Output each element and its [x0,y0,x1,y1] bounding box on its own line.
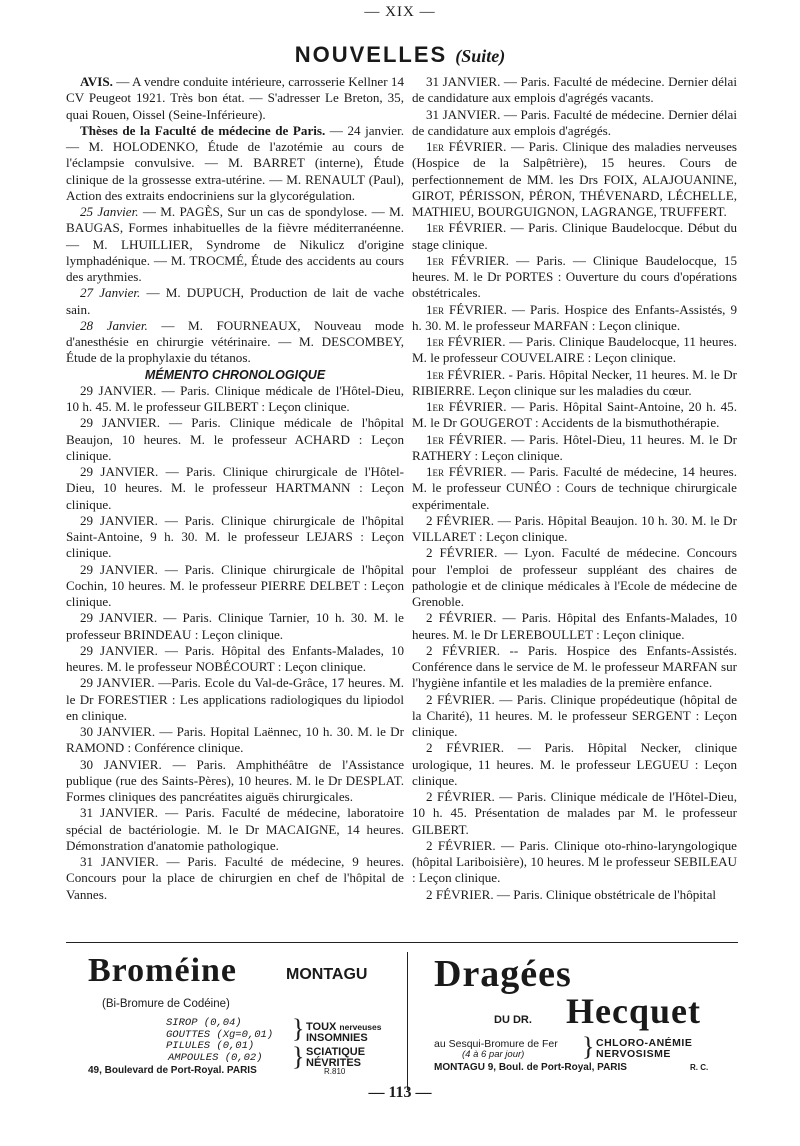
notice-entry [412,545,737,610]
notice-entry [66,643,404,676]
notice-entry [66,123,404,204]
entry-text: — Paris. Hopital Laënnec, 10 h. 30. M. le Dr RAMOND : Conférence clinique. [66,724,404,756]
page-number: — 113 — [368,1084,432,1101]
entry-text: — Paris. Faculté de médecine. Dernier délai de candidature aux emplois d'agrégés vacants. [412,74,738,106]
notice-entry [412,302,737,335]
entry-text: — Paris. Clinique obstétricale de l'hôpital [493,886,717,902]
notice-entry [66,610,404,643]
notice-entry [66,383,404,416]
ad-du-dr: DU DR. [494,1014,532,1026]
entry-lead: 1er FÉVRIER. [426,252,509,268]
ad-code: R.810 [324,1067,346,1076]
ad-indication-2: SCIATIQUE NÉVRITES [306,1046,366,1069]
entry-lead: 1er FÉVRIER. [426,334,506,349]
entry-text: — Paris. Amphithéâtre de l'Assistance publique (rue des Saints-Pères), 10 heures. M. le Dr DESPLAT. Formes cliniques des pancréatites aiguës chirurgicales. [66,756,405,804]
right-column [412,74,737,903]
entry-text: — Paris. Clinique Tarnier, 10 h. 30. M. le professeur BRINDEAU : Leçon clinique. [66,610,404,642]
notice-entry [66,318,404,367]
entry-lead: 28 Janvier. [80,317,148,333]
entry-text: —Paris. Ecole du Val-de-Grâce, 17 heures. M. le Dr FORESTIER : Les applications radiologiques du lipiodol en clinique. [66,675,404,723]
entry-text: — Paris. Hospice des Enfants-Assistés, 9 h. 30. M. le professeur MARFAN : Leçon clinique. [412,301,737,333]
entry-text: — M. FOURNEAUX, Nouveau mode d'anesthésie en chirurgie vétérinaire. — M. DESCOMBEY, Étude de la prophylaxie du tétanos. [66,317,404,366]
entry-lead: 2 FÉVRIER. [426,610,497,626]
section-title [0,42,800,68]
notice-entry [412,838,737,887]
entry-lead: 30 JANVIER. [80,756,162,772]
entry-text: — Paris. Clinique médicale de l'hôpital Beaujon, 10 heures. M. le professeur ACHARD : Leçon clinique. [66,415,404,463]
title-main: NOUVELLES [294,42,448,67]
notice-entry [412,887,737,903]
ad-address: MONTAGU 9, Boul. de Port-Royal, PARIS [434,1062,627,1073]
notice-entry [412,789,737,838]
notice-entry [412,643,737,692]
entry-lead: 2 FÉVRIER. [426,545,498,561]
notice-entry [412,464,737,513]
entry-text: — Paris. Faculté de médecine, 14 heures. M. le professeur CUNÉO : Cours de technique chirurgicale expérimentale. [412,464,737,512]
ad-form-item: SIROP (0,04) [166,1017,242,1029]
entry-lead: 31 JANVIER. [426,106,501,122]
entry-text: — 24 janvier. — M. HOLODENKO, Étude de l'azotémie au cours de l'éclampsie convulsive. — M. BARRET (interne), Étude clinique de la grossesse extra-utérine. — M. RENAULT (Paul), Action des extraits endocriniens sur la glycorégulation. [66,122,404,203]
entry-text: — Paris. Clinique Baudelocque. Début du stage clinique. [412,220,738,252]
entry-lead: 1er FÉVRIER. [426,220,507,236]
entry-lead: 29 JANVIER. [80,512,158,528]
title-suite: (Suite) [455,46,506,66]
entry-lead: 29 JANVIER. [80,675,155,691]
entry-text: -- Paris. Hospice des Enfants-Assistés. Conférence dans le service de M. le professeur MARFAN sur l'hygiène infantile et les maladies de la première enfance. [412,642,737,691]
notice-entry [412,399,737,432]
notice-entry [66,285,404,318]
notice-entry [66,805,404,854]
ad-subtitle: au Sesqui-Bromure de Fer [434,1038,558,1050]
entry-text: — A vendre conduite intérieure, carrosserie Kellner 14 CV Peugeot 1921. Très bon état. — S'adresser Le Breton, 35, quai Rouen, Oissel (Seine-Inférieure). [66,74,404,122]
ad-dose: (4 à 6 par jour) [462,1049,525,1060]
entry-lead: 29 JANVIER. [80,382,157,398]
notice-entry [412,139,737,220]
notice-entry [412,610,737,643]
entry-lead: 1er FÉVRIER. [426,464,507,479]
entry-text: — Paris. Clinique propédeutique (hôpital de la Charité), 11 heures. M. le professeur SERGENT : Leçon clinique. [412,691,738,739]
notice-entry [412,107,737,140]
entry-lead: 29 JANVIER. [80,415,160,431]
notice-entry [412,253,737,302]
advertisement-dragees [420,952,738,1082]
notice-entry [412,692,737,741]
entry-lead: 29 JANVIER. [80,561,158,577]
entry-lead: 29 JANVIER. [80,642,158,658]
entry-lead: 2 FÉVRIER. [426,740,505,756]
entry-lead: 29 JANVIER. [80,464,159,479]
ad-brand-montagu: MONTAGU [286,966,368,983]
notice-entry [66,464,404,513]
entry-text: — Paris. — Clinique Baudelocque, 15 heures. M. le Dr PORTES : Ouverture du cours d'opérations obstétricales. [412,252,738,301]
entry-lead: 27 Janvier. [80,285,141,301]
ad-subtitle: (Bi-Bromure de Codéine) [102,998,230,1010]
notice-entry [66,74,404,123]
notice-entry [412,74,737,107]
entry-lead: 1er FÉVRIER. [426,399,507,414]
entry-lead: 2 FÉVRIER. [426,512,495,528]
entry-text: — Paris. Faculté de médecine, laboratoire spécial de bactériologie. M. le Dr MACAIGNE, 14 heures. Démonstration d'anatomie pathologique. [66,805,404,853]
ad-brand-bromeine: Broméine [88,952,238,989]
entry-text: — Paris. Faculté de médecine, 9 heures. Concours pour la place de chirurgien en chef de l'hôpital de Vannes. [66,854,404,902]
entry-text: — Paris. Hôpital des Enfants-Malades, 10 heures. M. le professeur NOBÉCOURT : Leçon clinique. [66,642,404,674]
entry-lead: 2 FÉVRIER. [426,837,496,853]
horizontal-divider [66,942,738,943]
left-column [66,74,404,903]
ad-brand-dragees: Dragées [434,953,572,995]
notice-entry [66,204,404,285]
section-heading: MÉMENTO CHRONOLOGIQUE [144,367,326,382]
notice-entry [412,334,737,367]
entry-text: — Paris. Hôpital Beaujon. 10 h. 30. M. le Dr VILLARET : Leçon clinique. [412,512,738,544]
brace-glyph: } [582,1032,595,1061]
brace-glyph: } [292,1014,305,1043]
entry-text: — Paris. Clinique Baudelocque, 11 heures. M. le professeur COUVELAIRE : Leçon clinique. [412,334,738,366]
entry-text: — Paris. Clinique médicale de l'Hôtel-Dieu, 10 h. 45. Présentation de malades par M. le professeur GILBERT. [412,789,737,837]
roman-numeral-header: — XIX — [364,4,436,20]
ad-form-item: GOUTTES (Xg=0,01) [166,1028,274,1041]
entry-text: — Paris. Hôtel-Dieu, 11 heures. M. le Dr RATHERY : Leçon clinique. [412,431,738,463]
entry-lead: 30 JANVIER. [80,724,156,739]
notice-entry [66,513,404,562]
notice-entry [412,513,737,546]
ad-brand-hecquet: Hecquet [566,991,701,1031]
entry-text: — Paris. Clinique des maladies nerveuses (Hospice de la Salpêtrière), 15 heures. Cours de perfectionnement de MM. les Drs FOIX, ALAJOUANINE, GIROT, PÉRISSON, PÉRON, THÉVENARD, LÉCHELLE, MATHIEU, BOURGUIGNON, LAGRANGE, TRUFFERT. [412,139,737,219]
vertical-divider [407,952,408,1090]
entry-lead: 2 FÉVRIER. [426,691,495,707]
entry-lead: 2 FÉVRIER. [426,642,500,658]
notice-entry [412,432,737,465]
entry-lead: 1er FÉVRIER. [426,301,507,317]
ad-form-item: PILULES (0,01) [166,1040,255,1052]
brace-glyph: } [292,1042,305,1071]
entry-text: — Lyon. Faculté de médecine. Concours pour l'emploi de professeur suppléant des chaires de pathologie et de clinique médicales à l'Ecole de médecine de Grenoble. [412,545,737,609]
entry-lead: 2 FÉVRIER. [426,789,495,804]
entry-text: — Paris. Clinique chirurgicale de l'Hôtel-Dieu, 10 heures. M. le professeur HARTMANN : Leçon clinique. [66,464,404,512]
entry-lead: 31 JANVIER. [80,854,159,869]
ad-indication-1: TOUX nerveuses INSOMNIES [306,1021,382,1044]
advertisement-bromeine [88,952,398,1082]
entry-lead: AVIS. [80,74,113,89]
entry-text: - Paris. Hôpital Necker, 11 heures. M. le Dr RIBIERRE. Leçon clinique sur les maladies du cœur. [412,366,738,398]
ad-code: R. C. [690,1063,709,1072]
entry-text: — Paris. Hôpital Saint-Antoine, 20 h. 45. M. le Dr GOUGEROT : Accidents de la bismuthothérapie. [412,399,737,431]
notice-entry [66,675,404,724]
entry-lead: 1er FÉVRIER. [426,366,506,382]
notice-entry [66,415,404,464]
ad-ampoules: AMPOULES (0,02) [168,1052,263,1064]
entry-text: — Paris. Clinique chirurgicale de l'hôpital Saint-Antoine, 9 h. 30. M. le professeur LEJARS : Leçon clinique. [66,512,404,561]
notice-entry [66,757,404,806]
notice-entry [412,367,737,400]
entry-text: — Paris. Hôpital Necker, clinique urologique, 11 heures. M. le professeur LEGUEU : Leçon clinique. [412,740,738,788]
notice-entry [66,724,404,757]
entry-text: — Paris. Clinique médicale de l'Hôtel-Dieu, 10 h. 45. M. le professeur GILBERT : Leçon clinique. [66,382,404,414]
entry-lead: 1er FÉVRIER. [426,139,507,154]
entry-lead: 29 JANVIER. [80,610,158,626]
entry-text: — Paris. Clinique oto-rhino-laryngologique (hôpital Lariboisière), 10 heures. M le professeur SEBILEAU : Leçon clinique. [412,837,737,886]
entry-text: — Paris. Hôpital des Enfants-Malades, 10 heures. M. le Dr LEREBOULLET : Leçon clinique. [412,610,737,642]
entry-text: — M. PAGÈS, Sur un cas de spondylose. — M. BAUGAS, Formes inhabituelles de la fièvre méditerranéenne. — M. LHUILLIER, Syndrome de Nikulicz d'origine lymphadénique. — M. TROCMÉ, Étude des accidents au cours des arythmies. [66,204,404,284]
notice-entry [66,854,404,903]
entry-lead: 2 FÉVRIER. [426,886,494,902]
entry-lead: 1er FÉVRIER. [426,431,507,447]
ad-indications: CHLORO-ANÉMIE NERVOSISME [596,1037,693,1060]
notice-entry [66,562,404,611]
entry-lead: Thèses de la Faculté de médecine de Paris. [80,122,326,138]
entry-text: — Paris. Clinique chirurgicale de l'hôpital Cochin, 10 heures. M. le professeur PIERRE DELBET : Leçon clinique. [66,561,404,609]
ad-address: 49, Boulevard de Port-Royal. PARIS [88,1065,257,1076]
entry-lead: 31 JANVIER. [426,74,501,89]
entry-text: — M. DUPUCH, Production de lait de vache sain. [66,285,405,317]
entry-lead: 25 Janvier. [80,204,139,219]
notice-entry [412,740,737,789]
notice-entry [412,220,737,253]
entry-text: — Paris. Faculté de médecine. Dernier délai de candidature aux emplois d'agrégés. [412,106,738,138]
ad-forms-list [166,1018,273,1053]
entry-lead: 31 JANVIER. [80,805,158,821]
